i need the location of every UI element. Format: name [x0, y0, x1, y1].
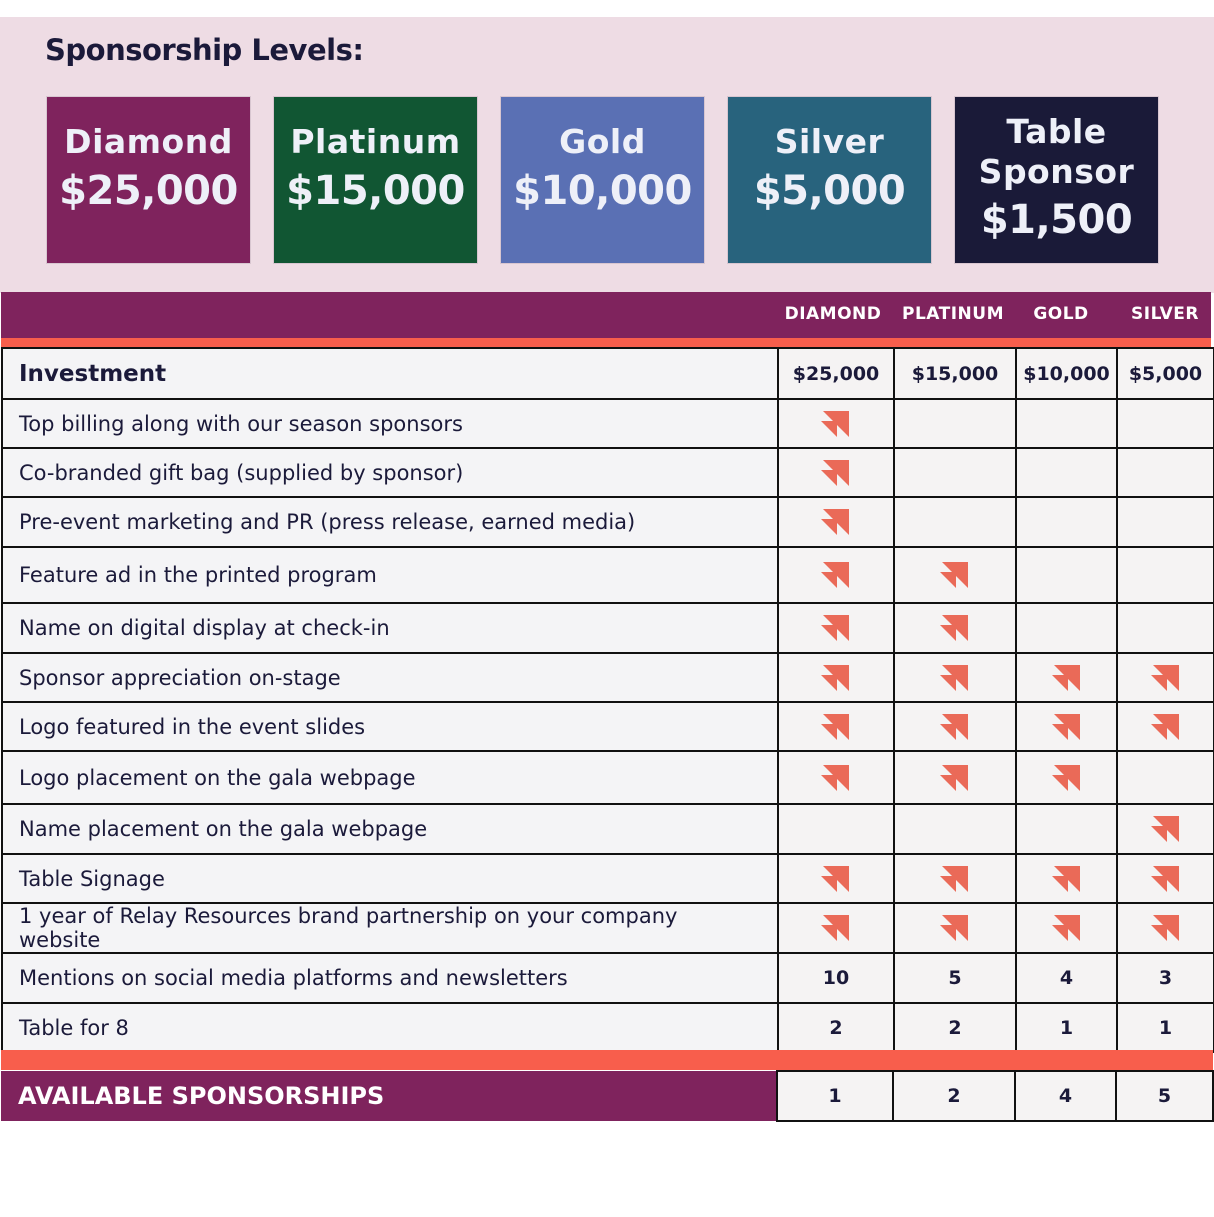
- mentions-gold: 4: [1016, 953, 1117, 1003]
- benefit-row: [2, 702, 1214, 751]
- mentions-diamond: 10: [778, 953, 894, 1003]
- mark-cell-silver: [1117, 547, 1214, 603]
- tier-price: $10,000: [513, 168, 692, 214]
- mentions-row: [2, 953, 1214, 1003]
- mark-cell-silver: [1117, 448, 1214, 497]
- table-for-8-row: [2, 1003, 1214, 1052]
- mark-cell-platinum: [894, 399, 1016, 448]
- mark-cell-platinum: [894, 804, 1016, 854]
- tier-card-platinum: [273, 96, 478, 264]
- double-arrow-check-icon: [940, 864, 970, 894]
- mark-cell-diamond: [778, 702, 894, 751]
- table-for-8-gold: 1: [1016, 1003, 1117, 1052]
- double-arrow-check-icon: [821, 712, 851, 742]
- benefit-row: [2, 497, 1214, 547]
- mark-cell-diamond: [778, 903, 894, 953]
- double-arrow-check-icon: [1052, 763, 1082, 793]
- mark-cell-gold: [1016, 854, 1117, 903]
- available-row: [1, 1071, 1213, 1121]
- mark-cell-gold: [1016, 702, 1117, 751]
- mark-cell-platinum: [894, 547, 1016, 603]
- double-arrow-check-icon: [1151, 814, 1181, 844]
- row-label: Mentions on social media platforms and newsletters: [2, 953, 778, 1003]
- mark-cell-diamond: [778, 497, 894, 547]
- row-label: Logo featured in the event slides: [2, 702, 778, 751]
- double-arrow-check-icon: [1151, 663, 1181, 693]
- mark-cell-gold: [1016, 751, 1117, 804]
- table-for-8-diamond: 2: [778, 1003, 894, 1052]
- mark-cell-diamond: [778, 448, 894, 497]
- tier-name-line2: Sponsor: [978, 152, 1135, 191]
- mark-cell-platinum: [894, 497, 1016, 547]
- investment-diamond: $25,000: [778, 348, 894, 399]
- benefit-row: [2, 751, 1214, 804]
- tier-name: Diamond: [64, 122, 233, 161]
- tier-price: $5,000: [753, 168, 906, 214]
- mark-cell-diamond: [778, 653, 894, 702]
- row-label: Feature ad in the printed program: [2, 547, 778, 603]
- mentions-silver: 3: [1117, 953, 1214, 1003]
- mark-cell-platinum: [894, 751, 1016, 804]
- double-arrow-check-icon: [940, 712, 970, 742]
- benefit-row: [2, 903, 1214, 953]
- mark-cell-silver: [1117, 804, 1214, 854]
- double-arrow-check-icon: [821, 864, 851, 894]
- available-label: AVAILABLE SPONSORSHIPS: [1, 1071, 777, 1121]
- benefit-row: [2, 399, 1214, 448]
- row-label: Table Signage: [2, 854, 778, 903]
- investment-silver: $5,000: [1117, 348, 1214, 399]
- mentions-platinum: 5: [894, 953, 1016, 1003]
- double-arrow-check-icon: [940, 763, 970, 793]
- benefit-row: [2, 854, 1214, 903]
- available-gold: 4: [1015, 1071, 1116, 1121]
- mark-cell-silver: [1117, 854, 1214, 903]
- investment-row: [2, 348, 1214, 399]
- benefit-row: [2, 603, 1214, 653]
- mark-cell-platinum: [894, 702, 1016, 751]
- tier-name: Platinum: [290, 122, 461, 161]
- tier-card-diamond: [46, 96, 251, 264]
- table-for-8-platinum: 2: [894, 1003, 1016, 1052]
- mark-cell-platinum: [894, 854, 1016, 903]
- double-arrow-check-icon: [1052, 913, 1082, 943]
- mark-cell-silver: [1117, 603, 1214, 653]
- tier-card-table-sponsor: [954, 96, 1159, 264]
- tier-card-gold: [500, 96, 705, 264]
- mark-cell-platinum: [894, 653, 1016, 702]
- investment-platinum: $15,000: [894, 348, 1016, 399]
- double-arrow-check-icon: [821, 613, 851, 643]
- double-arrow-check-icon: [940, 613, 970, 643]
- mark-cell-gold: [1016, 903, 1117, 953]
- double-arrow-check-icon: [1052, 712, 1082, 742]
- mark-cell-gold: [1016, 804, 1117, 854]
- tier-card-silver: [727, 96, 932, 264]
- available-sponsorships-table: [1, 1070, 1214, 1122]
- header-accent-line: [1, 338, 1211, 347]
- mark-cell-diamond: [778, 547, 894, 603]
- double-arrow-check-icon: [821, 763, 851, 793]
- column-header-diamond: DIAMOND: [784, 304, 882, 324]
- double-arrow-check-icon: [821, 560, 851, 590]
- mark-cell-platinum: [894, 448, 1016, 497]
- benefit-row: [2, 547, 1214, 603]
- double-arrow-check-icon: [821, 458, 851, 488]
- mark-cell-diamond: [778, 399, 894, 448]
- mark-cell-gold: [1016, 399, 1117, 448]
- tier-price: $15,000: [286, 168, 465, 214]
- double-arrow-check-icon: [940, 913, 970, 943]
- available-diamond: 1: [777, 1071, 893, 1121]
- mark-cell-silver: [1117, 751, 1214, 804]
- mark-cell-gold: [1016, 653, 1117, 702]
- column-header-platinum: PLATINUM: [902, 304, 1004, 324]
- double-arrow-check-icon: [821, 507, 851, 537]
- benefits-table: [1, 347, 1214, 1053]
- mark-cell-gold: [1016, 497, 1117, 547]
- mark-cell-diamond: [778, 804, 894, 854]
- table-header-bar: [1, 292, 1211, 338]
- double-arrow-check-icon: [821, 409, 851, 439]
- investment-gold: $10,000: [1016, 348, 1117, 399]
- levels-title: Sponsorship Levels:: [45, 33, 364, 67]
- mark-cell-silver: [1117, 399, 1214, 448]
- benefit-row: [2, 804, 1214, 854]
- row-label: Table for 8: [2, 1003, 778, 1052]
- mark-cell-silver: [1117, 653, 1214, 702]
- mark-cell-diamond: [778, 603, 894, 653]
- column-header-gold: GOLD: [1033, 304, 1089, 324]
- double-arrow-check-icon: [1151, 864, 1181, 894]
- footer-accent-bar: [1, 1050, 1213, 1070]
- mark-cell-silver: [1117, 903, 1214, 953]
- double-arrow-check-icon: [1151, 712, 1181, 742]
- mark-cell-platinum: [894, 603, 1016, 653]
- row-label: Name placement on the gala webpage: [2, 804, 778, 854]
- double-arrow-check-icon: [940, 560, 970, 590]
- double-arrow-check-icon: [1052, 663, 1082, 693]
- mark-cell-diamond: [778, 854, 894, 903]
- tier-price: $1,500: [980, 197, 1133, 243]
- row-label: Investment: [2, 348, 778, 399]
- tier-price: $25,000: [59, 168, 238, 214]
- tier-name-line1: Table: [1006, 112, 1107, 151]
- benefit-row: [2, 448, 1214, 497]
- mark-cell-diamond: [778, 751, 894, 804]
- double-arrow-check-icon: [940, 663, 970, 693]
- table-for-8-silver: 1: [1117, 1003, 1214, 1052]
- mark-cell-platinum: [894, 903, 1016, 953]
- mark-cell-gold: [1016, 547, 1117, 603]
- row-label: Name on digital display at check-in: [2, 603, 778, 653]
- row-label: Co-branded gift bag (supplied by sponsor): [2, 448, 778, 497]
- mark-cell-gold: [1016, 448, 1117, 497]
- row-label: Logo placement on the gala webpage: [2, 751, 778, 804]
- tier-name: Gold: [559, 122, 646, 161]
- tier-name: Silver: [774, 122, 885, 161]
- available-platinum: 2: [893, 1071, 1015, 1121]
- row-label: Sponsor appreciation on-stage: [2, 653, 778, 702]
- double-arrow-check-icon: [1151, 913, 1181, 943]
- double-arrow-check-icon: [821, 913, 851, 943]
- mark-cell-gold: [1016, 603, 1117, 653]
- mark-cell-silver: [1117, 497, 1214, 547]
- double-arrow-check-icon: [1052, 864, 1082, 894]
- row-label: Top billing along with our season sponsors: [2, 399, 778, 448]
- row-label: Pre-event marketing and PR (press release, earned media): [2, 497, 778, 547]
- column-header-silver: SILVER: [1131, 304, 1199, 324]
- mark-cell-silver: [1117, 702, 1214, 751]
- row-label: 1 year of Relay Resources brand partnership on your company website: [2, 903, 778, 953]
- available-silver: 5: [1116, 1071, 1213, 1121]
- benefit-row: [2, 653, 1214, 702]
- sponsorship-levels-panel: [0, 17, 1214, 293]
- double-arrow-check-icon: [821, 663, 851, 693]
